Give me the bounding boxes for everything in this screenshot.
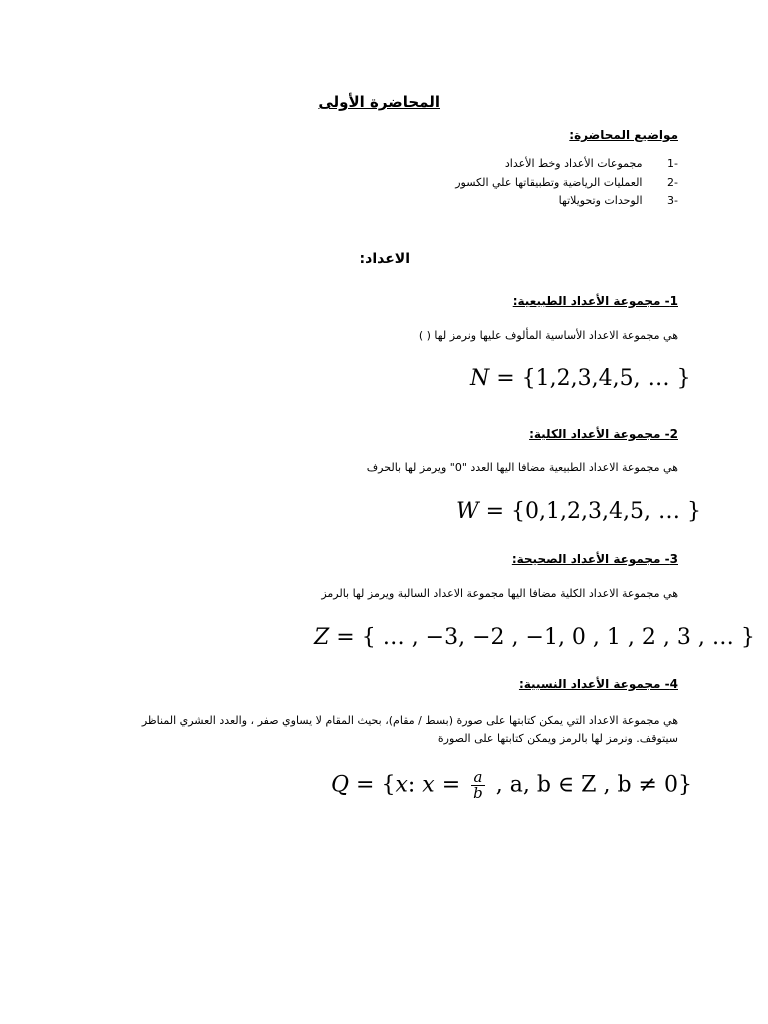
description-line-2: سيتوقف. ونرمز لها بالرمز ويمكن كتابتها على الصورة bbox=[437, 732, 678, 745]
fraction-numerator: a bbox=[471, 770, 485, 786]
topic-number: -3 bbox=[667, 194, 678, 207]
formula-whole bbox=[456, 499, 701, 524]
topic-number: -2 bbox=[667, 176, 678, 189]
formula-symbol: Q bbox=[331, 772, 350, 798]
section-description-integers: هي مجموعة الاعداد الكلية مضافا اليها مجموعة الاعداد السالبة ويرمز لها بالرمز bbox=[321, 587, 678, 600]
topic-text: العمليات الرياضية وتطبيقاتها علي الكسور bbox=[455, 176, 643, 189]
formula-prefix: = { bbox=[349, 772, 396, 798]
formula-body: = {1,2,3,4,5, … } bbox=[489, 366, 691, 391]
section-heading-natural: 1- مجموعة الأعداد الطبيعية: bbox=[512, 294, 678, 308]
topic-item-2 bbox=[455, 176, 678, 189]
fraction-denominator: b bbox=[473, 784, 483, 802]
section-heading-rational: 4- مجموعة الأعداد النسبية: bbox=[518, 677, 678, 691]
page-title: المحاضرة الأولى bbox=[318, 93, 440, 111]
formula-var: x bbox=[422, 772, 435, 798]
section-heading-whole: 2- مجموعة الأعداد الكلية: bbox=[529, 427, 678, 441]
formula-integers bbox=[314, 625, 755, 650]
section-description-natural: هي مجموعة الاعداد الأساسية المألوف عليها ونرمز لها ( ) bbox=[418, 329, 678, 342]
topic-number: -1 bbox=[667, 157, 678, 170]
topic-text: مجموعات الأعداد وخط الأعداد bbox=[504, 157, 643, 170]
topics-heading: مواضيع المحاضرة: bbox=[569, 128, 678, 142]
fraction bbox=[471, 770, 485, 801]
formula-eq: = bbox=[434, 772, 468, 798]
formula-body: = { … , −3, −2 , −1, 0 , 1 , 2 , 3 , … } bbox=[329, 625, 755, 650]
formula-rational bbox=[331, 770, 692, 801]
topic-text: الوحدات وتحويلاتها bbox=[558, 194, 643, 207]
formula-body: = {0,1,2,3,4,5, … } bbox=[478, 499, 701, 524]
section-description-whole: هي مجموعة الاعداد الطبيعية مضافا اليها العدد "0" ويرمز لها بالحرف bbox=[366, 461, 678, 474]
section-heading-integers: 3- مجموعة الأعداد الصحيحة: bbox=[511, 552, 678, 566]
section-description-rational bbox=[98, 712, 678, 748]
formula-colon: : bbox=[407, 772, 423, 798]
formula-var: x bbox=[395, 772, 408, 798]
formula-natural bbox=[470, 366, 691, 391]
formula-symbol: W bbox=[456, 499, 479, 524]
numbers-title: الاعداد: bbox=[359, 251, 410, 267]
formula-symbol: N bbox=[470, 366, 490, 391]
topic-item-1 bbox=[505, 157, 678, 170]
topic-item-3 bbox=[559, 194, 678, 207]
description-line-1: هي مجموعة الاعداد التي يمكن كتابتها على صورة (بسط / مقام)، بحيث المقام لا يساوي صفر ، والعدد العشري المناظر bbox=[141, 714, 678, 727]
formula-symbol: Z bbox=[314, 625, 330, 650]
formula-rest: , a, b ∈ Z , b ≠ 0} bbox=[488, 772, 692, 798]
